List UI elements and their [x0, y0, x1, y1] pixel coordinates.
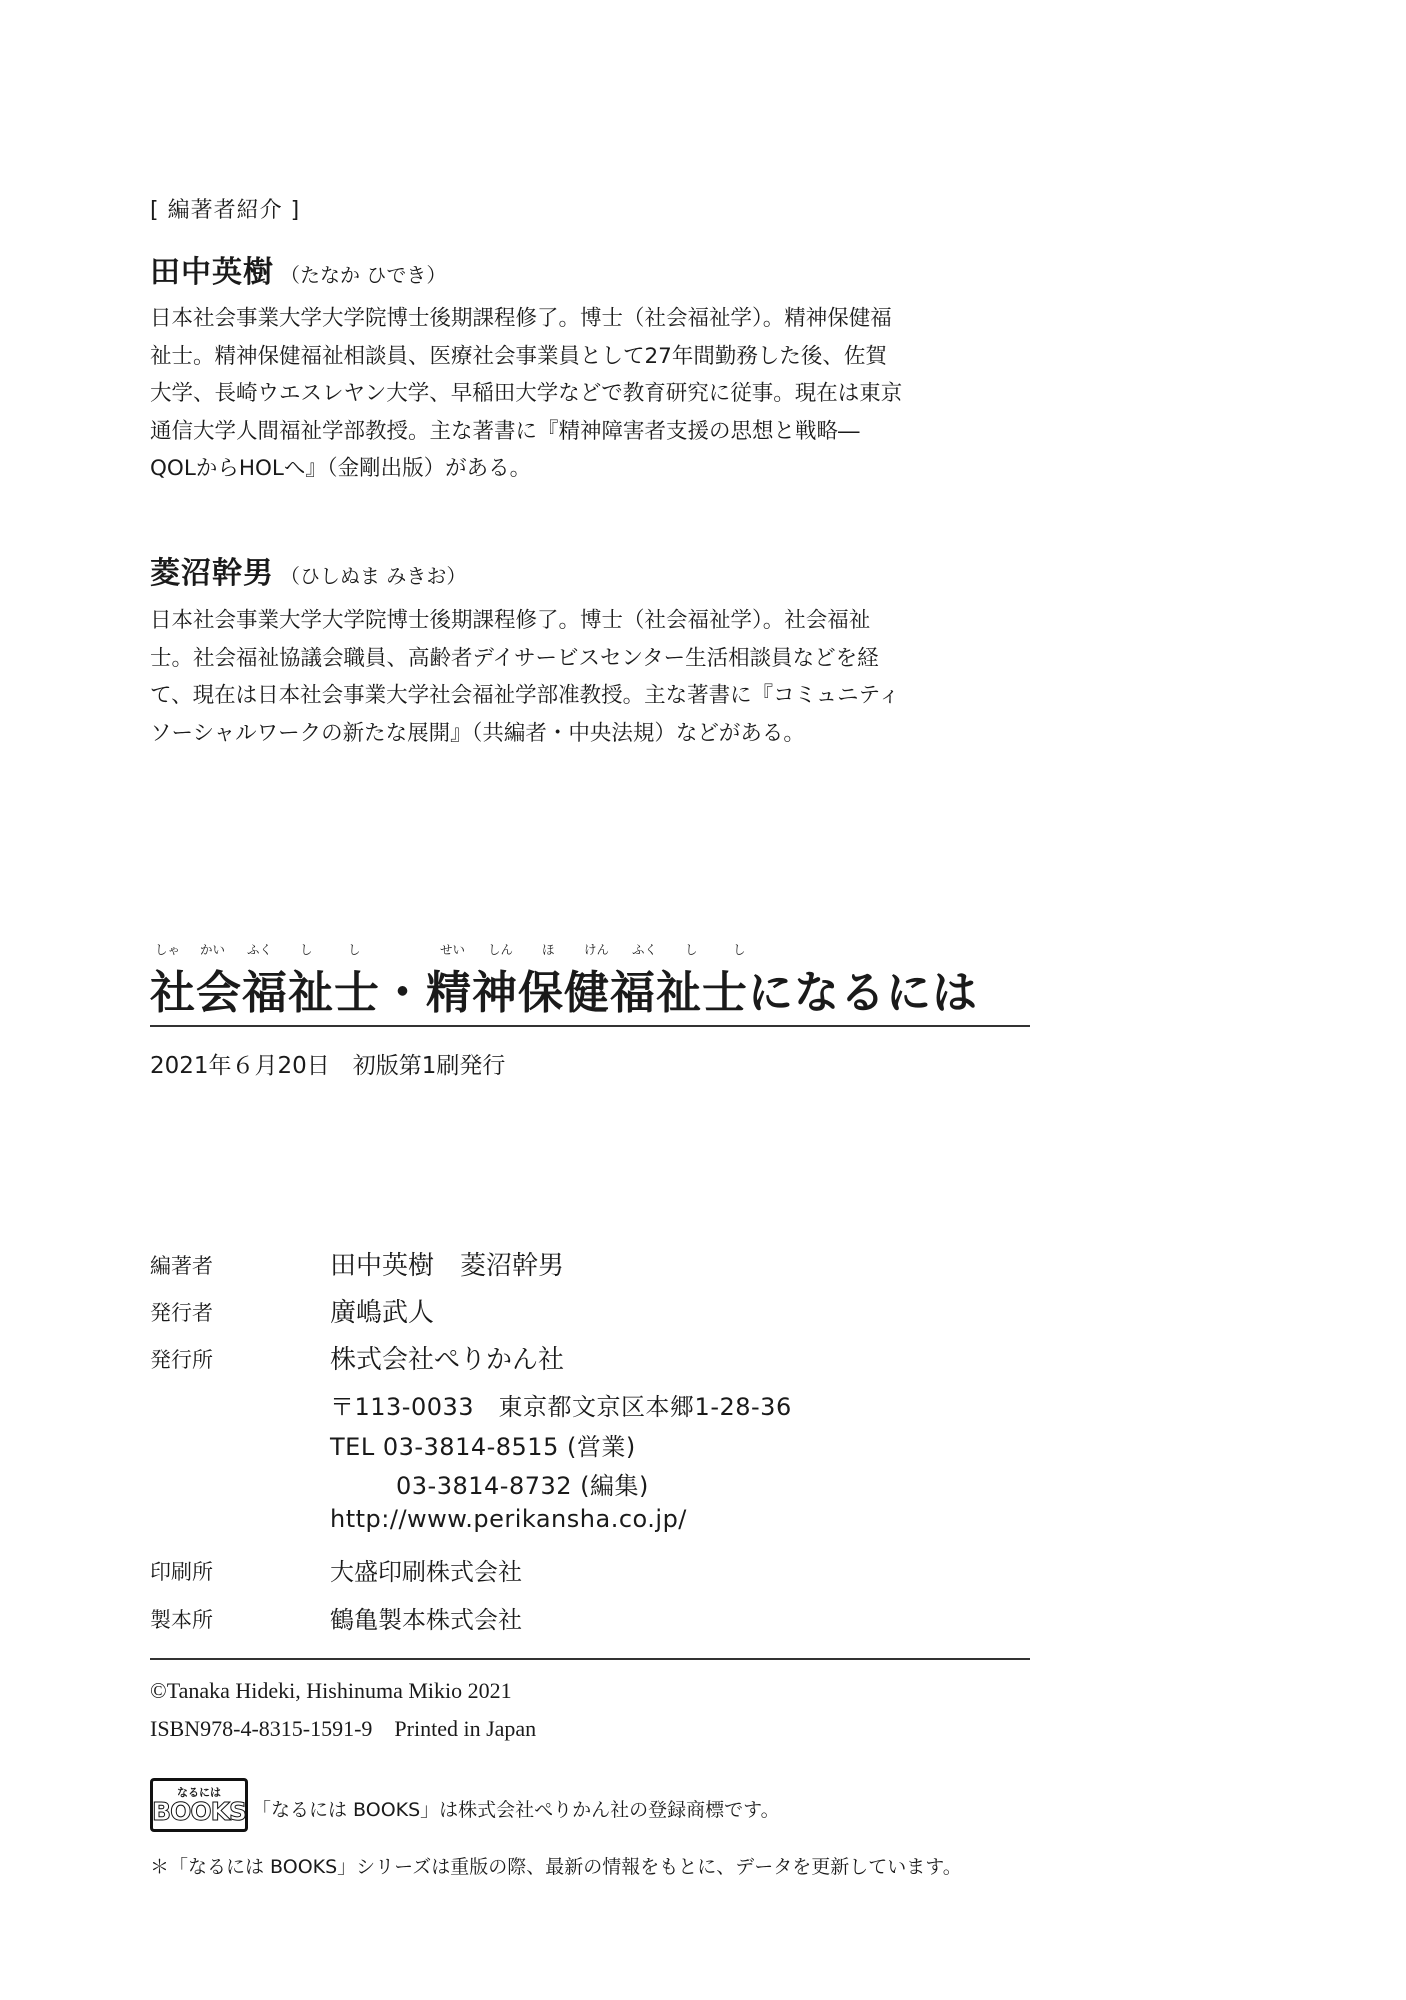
- binder-value: 鶴亀製本株式会社: [330, 1606, 522, 1634]
- ruby-text: かい: [200, 942, 226, 957]
- ruby-text: し: [685, 942, 698, 957]
- website-url[interactable]: http://www.perikansha.co.jp/: [330, 1505, 687, 1533]
- ruby-text: しん: [488, 942, 514, 957]
- ruby-text: し: [348, 942, 361, 957]
- book-title: 社会福祉士・精神保健福祉士になるには: [150, 966, 979, 1019]
- publisher-label: 発行者: [150, 1301, 213, 1325]
- trademark-notice: 「なるには BOOKS」は株式会社ぺりかん社の登録商標です。: [252, 1799, 780, 1821]
- author-1-bio-line: 日本社会事業大学大学院博士後期課程修了。博士（社会福祉学）。精神保健福: [150, 306, 892, 331]
- ruby-text: ふく: [632, 942, 658, 957]
- author-1-name: 田中英樹: [150, 255, 274, 290]
- editor-value: 田中英樹 菱沼幹男: [330, 1251, 565, 1281]
- ruby-text: しゃ: [155, 942, 181, 957]
- author-1-bio-line: QOLからHOLへ』（金剛出版）がある。: [150, 456, 532, 481]
- author-2-bio: [150, 602, 1020, 752]
- house-value: 株式会社ぺりかん社: [330, 1345, 565, 1375]
- ruby-text: せい: [440, 942, 466, 957]
- title-rule: [150, 1025, 1030, 1027]
- house-label: 発行所: [150, 1348, 213, 1372]
- author-1-bio-line: 通信大学人間福祉学部教授。主な著書に『精神障害者支援の思想と戦略―: [150, 418, 860, 444]
- copyright-line: ©Tanaka Hideki, Hishinuma Mikio 2021: [150, 1678, 512, 1703]
- author-2-name: 菱沼幹男: [150, 556, 274, 591]
- logo-top-text: なるには: [177, 1786, 221, 1799]
- tel-sales: TEL 03-3814-8515 (営業): [330, 1433, 636, 1461]
- logo-main-text: BOOKS: [152, 1797, 246, 1826]
- editor-label: 編著者: [150, 1254, 213, 1278]
- ruby-text: し: [300, 942, 313, 957]
- author-2-reading: （ひしぬま みきお）: [280, 564, 467, 588]
- publish-date: 2021年６月20日 初版第1刷発行: [150, 1053, 506, 1079]
- author-2-bio-line: 日本社会事業大学大学院博士後期課程修了。博士（社会福祉学）。社会福祉: [150, 608, 871, 633]
- author-1-header: [150, 247, 446, 291]
- author-1-bio: [150, 300, 1020, 488]
- author-2-header: [150, 548, 466, 592]
- ruby-text: し: [733, 942, 746, 957]
- publisher-value: 廣嶋武人: [330, 1298, 435, 1328]
- printer-value: 大盛印刷株式会社: [330, 1558, 522, 1586]
- author-2-bio-line: 士。社会福祉協議会職員、高齢者デイサービスセンター生活相談員などを経: [150, 645, 879, 671]
- author-1-reading: （たなか ひでき）: [280, 263, 447, 287]
- update-footnote: ＊「なるには BOOKS」シリーズは重版の際、最新の情報をもとに、データを更新しています。: [150, 1856, 962, 1878]
- author-1-bio-line: 祉士。精神保健福祉相談員、医療社会事業員として27年間勤務した後、佐賀: [150, 343, 887, 369]
- postal-address: 〒113-0033 東京都文京区本郷1-28-36: [330, 1393, 792, 1421]
- colophon-rule: [150, 1658, 1030, 1660]
- printer-label: 印刷所: [150, 1560, 213, 1584]
- author-2-bio-line: ソーシャルワークの新たな展開』（共編者・中央法規）などがある。: [150, 720, 805, 746]
- ruby-text: ふく: [247, 942, 273, 957]
- tel-editorial: 03-3814-8732 (編集): [396, 1472, 649, 1500]
- narunihwa-books-logo: [150, 1778, 248, 1832]
- author-2-bio-line: て、現在は日本社会事業大学社会福祉学部准教授。主な著書に『コミュニティ: [150, 683, 900, 708]
- author-section-label: [ 編著者紹介 ]: [150, 198, 301, 223]
- ruby-text: けん: [584, 942, 610, 957]
- isbn-line: ISBN978-4-8315-1591-9 Printed in Japan: [150, 1716, 537, 1741]
- binder-label: 製本所: [150, 1608, 213, 1632]
- author-1-bio-line: 大学、長崎ウエスレヤン大学、早稲田大学などで教育研究に従事。現在は東京: [150, 381, 903, 406]
- ruby-text: ほ: [542, 942, 555, 957]
